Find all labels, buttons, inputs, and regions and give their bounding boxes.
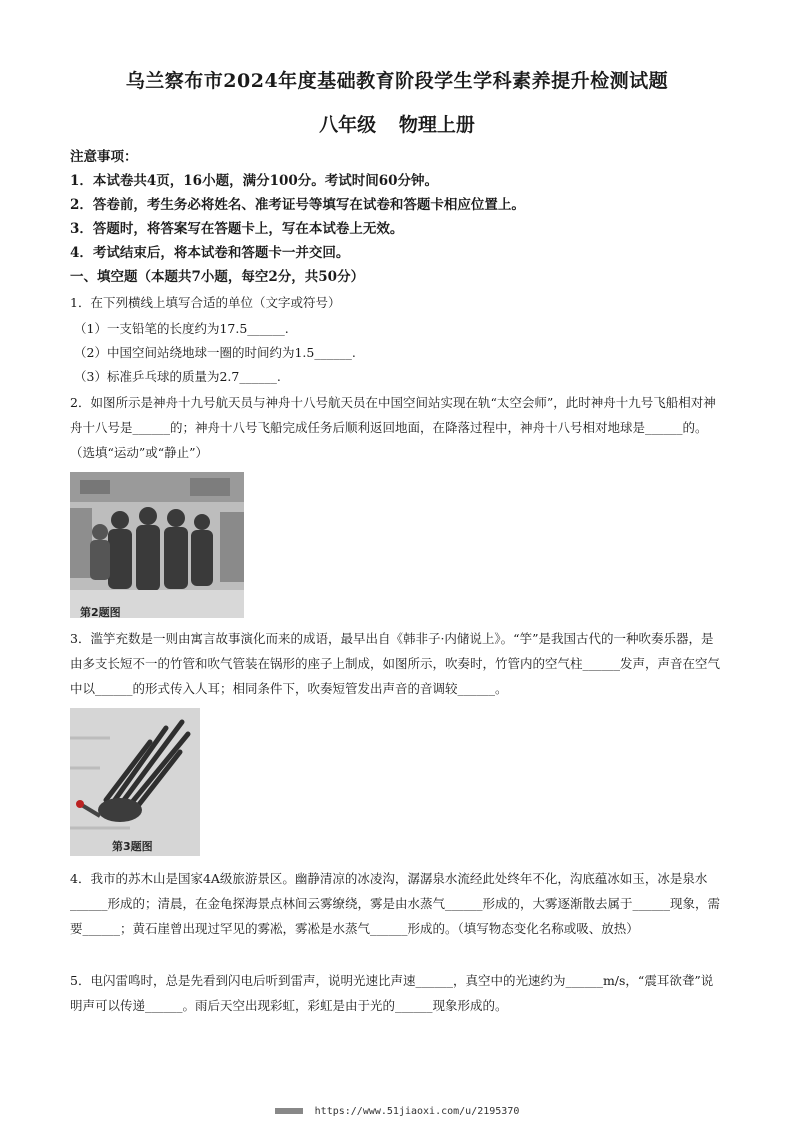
notes-item: 1．本试卷共4页，16小题，满分100分。考试时间60分钟。 xyxy=(70,173,439,189)
q3-yu-instrument-photo xyxy=(70,708,200,856)
subject-label: 物理上册 xyxy=(398,114,475,136)
q1-stem: 1．在下列横线上填写合适的单位（文字或符号） xyxy=(70,295,341,310)
q1-item: （1）一支铅笔的长度约为17.5______. xyxy=(74,321,289,336)
notes-item: 3．答题时，将答案写在答题卡上，写在本试卷上无效。 xyxy=(70,221,404,237)
q2-astronaut-photo xyxy=(70,472,244,618)
q1-item: （3）标准乒乓球的质量为2.7______. xyxy=(74,369,281,384)
exam-title: 乌兰察布市2024年度基础教育阶段学生学科素养提升检测试题 xyxy=(125,70,669,92)
grade-label: 八年级 xyxy=(319,114,377,136)
q4-text: 4．我市的苏木山是国家4A级旅游景区。幽静清凉的冰凌沟，潺潺泉水流经此处终年不化，沟底蕴冰如玉，冰是泉水______形成的；清晨，在金龟探海景点林间云雾缭绕，雾是由水蒸气______形成的，大雾逐渐散去属于______现象，需要______；黄石崖曾出现过罕见的雾凇，雾凇是水蒸气______形成的。（填写物态变化名称或吸、放热） xyxy=(70,871,721,936)
page-footer xyxy=(0,1106,794,1117)
exam-subtitle xyxy=(0,110,794,137)
notes-item: 4．考试结束后，将本试卷和答题卡一并交回。 xyxy=(70,245,350,261)
notes-item: 2．答卷前，考生务必将姓名、准考证号等填写在试卷和答题卡相应位置上。 xyxy=(70,197,525,213)
footer-url[interactable]: https://www.51jiaoxi.com/u/2195370 xyxy=(314,1106,520,1117)
q2-text: 2．如图所示是神舟十九号航天员与神舟十八号航天员在中国空间站实现在轨“太空会师”，此时神舟十九号飞船相对神舟十八号是______的；神舟十八号飞船完成任务后顺利返回地面，在降落过程中，神舟十八号相对地球是______的。（选填“运动”或“静止”） xyxy=(70,395,716,460)
q2-figure-caption: 第2题图 xyxy=(80,606,121,619)
q3-text: 3．滥竽充数是一则由寓言故事演化而来的成语，最早出自《韩非子·内储说上》。“竽”是我国古代的一种吹奏乐器，是由多支长短不一的竹管和吹气管装在锅形的座子上制成，如图所示，吹奏时，竹管内的空气柱______发声，声音在空气中以______的形式传入人耳；相同条件下，吹奏短管发出声音的音调较______。 xyxy=(70,631,721,696)
q3-figure-caption: 第3题图 xyxy=(112,840,153,853)
q5-text: 5．电闪雷鸣时，总是先看到闪电后听到雷声，说明光速比声速______，真空中的光速约为______m/s，“震耳欲聋”说明声可以传递______。雨后天空出现彩虹，彩虹是由于光的______现象形成的。 xyxy=(70,973,714,1013)
section-heading: 一、填空题（本题共7小题，每空2分，共50分） xyxy=(70,269,365,285)
notes-heading: 注意事项： xyxy=(70,149,138,165)
site-logo-icon xyxy=(275,1108,303,1114)
q1-item: （2）中国空间站绕地球一圈的时间约为1.5______. xyxy=(74,345,356,360)
